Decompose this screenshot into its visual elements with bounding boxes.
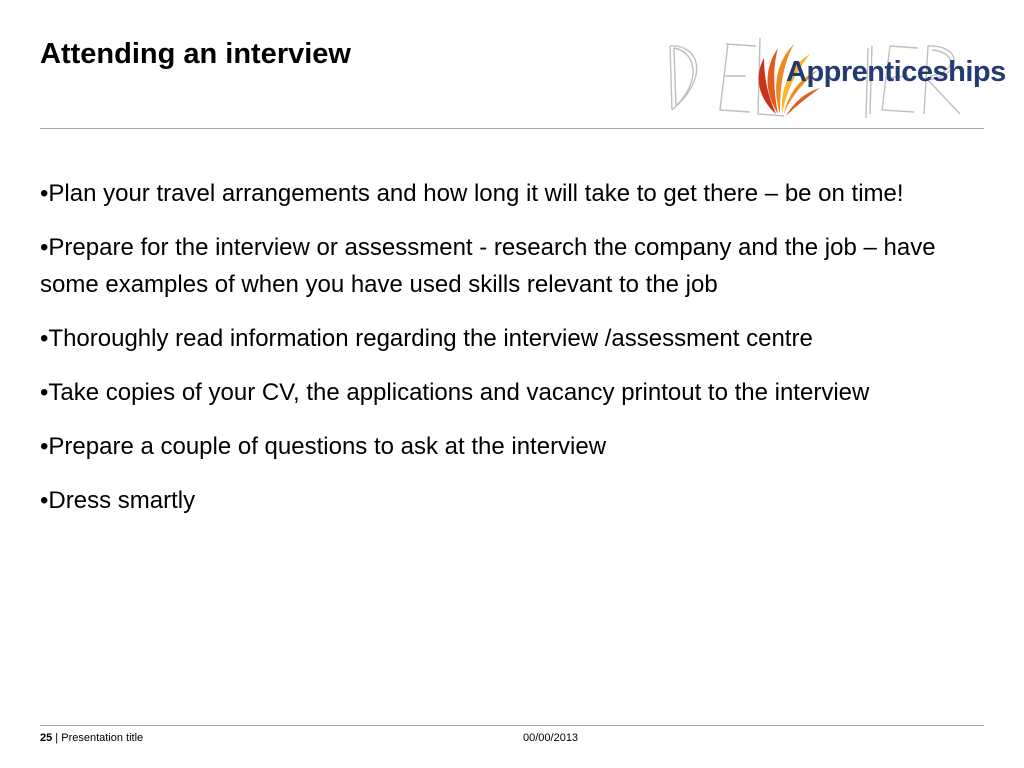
bullet-item xyxy=(40,374,950,411)
bullet-item xyxy=(40,482,950,519)
bullet-marker: • xyxy=(40,487,49,514)
bullet-list xyxy=(40,175,950,536)
apprenticeships-logo xyxy=(660,18,1006,130)
bullet-marker: • xyxy=(40,433,49,460)
bullet-item xyxy=(40,428,950,465)
slide-title: Attending an interview xyxy=(40,38,351,70)
bullet-marker: • xyxy=(40,234,49,261)
bullet-item xyxy=(40,229,950,303)
footer-divider xyxy=(40,725,984,726)
logo-wordmark: Apprenticeships xyxy=(786,56,1006,88)
page-number: 25 xyxy=(40,732,53,744)
footer-page-info xyxy=(40,732,143,744)
bullet-text: Dress smartly xyxy=(48,487,196,514)
bullet-text: Plan your travel arrangements and how long it will take to get there – be on time! xyxy=(48,180,904,207)
bullet-marker: • xyxy=(40,325,49,352)
bullet-text: Take copies of your CV, the applications and vacancy printout to the interview xyxy=(48,379,870,406)
bullet-marker: • xyxy=(40,180,49,207)
footer-date: 00/00/2013 xyxy=(523,732,579,744)
bullet-marker: • xyxy=(40,379,49,406)
bullet-item xyxy=(40,320,950,357)
presentation-title: Presentation title xyxy=(61,732,144,744)
title-divider xyxy=(40,128,984,129)
bullet-text: Thoroughly read information regarding the interview /assessment centre xyxy=(48,325,813,352)
bullet-text: Prepare for the interview or assessment - research the company and the job – have some examples of when you have used skills relevant to the job xyxy=(40,234,936,298)
bullet-item xyxy=(40,175,950,212)
footer-separator: | xyxy=(52,732,62,744)
bullet-text: Prepare a couple of questions to ask at the interview xyxy=(48,433,607,460)
